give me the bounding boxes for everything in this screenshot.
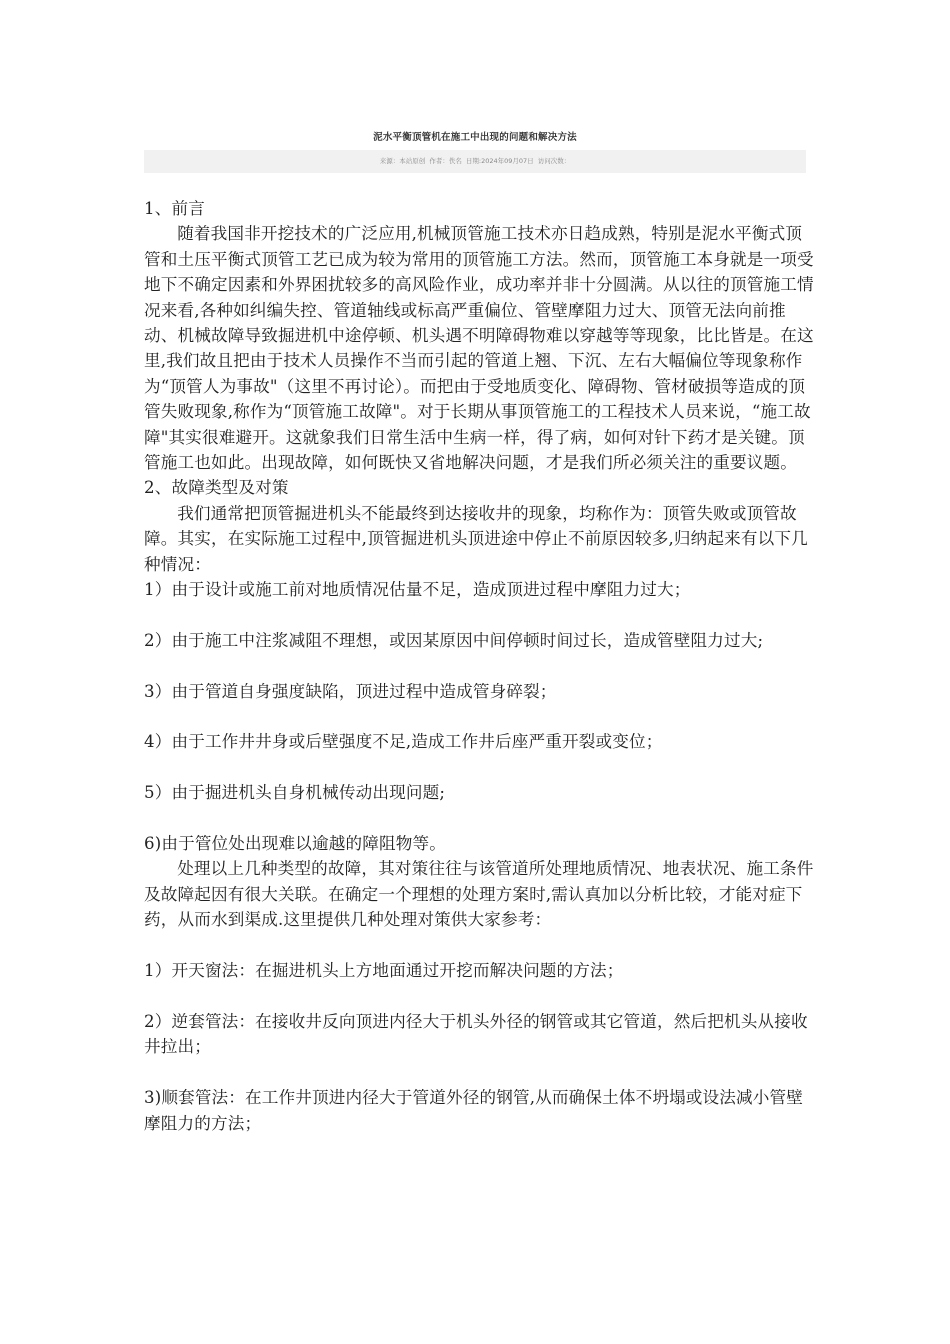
list-item-cause-5: 5）由于掘进机头自身机械传动出现问题; (144, 783, 446, 803)
list-item-cause-1: 1）由于设计或施工前对地质情况估量不足，造成顶进过程中摩阻力过大； (144, 580, 691, 600)
list-item-solution-3: 3)顺套管法：在工作井顶进内径大于管道外径的钢管,从而确保土体不坍塌或设法减小管壁摩阻力的方法； (144, 1088, 804, 1133)
article-meta-bar (144, 150, 806, 173)
list-item-cause-3: 3）由于管道自身强度缺陷，顶进过程中造成管身碎裂； (144, 681, 557, 701)
paragraph-solutions-intro: 处理以上几种类型的故障，其对策往往与该管道所处理地质情况、地表状况、施工条件及故障起因有很大关联。在确定一个理想的处理方案时,需认真加以分析比较，才能对症下药，从而水到渠成.这里提供几种处理对策供大家参考： (144, 859, 814, 930)
list-item-cause-4: 4）由于工作井井身或后壁强度不足,造成工作井后座严重开裂或变位； (144, 732, 663, 752)
list-item-cause-2: 2）由于施工中注浆减阻不理想，或因某原因中间停顿时间过长，造成管壁阻力过大; (144, 630, 764, 650)
meta-source: 来源：本站原创 (379, 157, 426, 165)
article-title: 泥水平衡顶管机在施工中出现的问题和解决方法 (373, 132, 577, 143)
list-item-cause-6: 6)由于管位处出现难以逾越的障阻物等。 (144, 834, 446, 854)
article-body (144, 196, 814, 1136)
meta-visits: 访问次数： (537, 157, 571, 165)
list-item-solution-1: 1）开天窗法：在掘进机头上方地面通过开挖而解决问题的方法； (144, 961, 624, 981)
section-heading-fault-types: 2、故障类型及对策 (144, 478, 289, 498)
meta-date: 日期:2024年09月07日 (465, 157, 534, 165)
paragraph-fault-intro: 我们通常把顶管掘进机头不能最终到达接收井的现象，均称作为：顶管失败或顶管故障。其实，在实际施工过程中,顶管掘进机头顶进途中停止不前原因较多,归纳起来有以下几种情况： (144, 503, 808, 574)
meta-author: 作者：佚名 (429, 157, 462, 165)
section-heading-preface: 1、前言 (144, 199, 205, 218)
paragraph-preface: 随着我国非开挖技术的广泛应用,机械顶管施工技术亦日趋成熟，特别是泥水平衡式顶管和土压平衡式顶管工艺已成为较为常用的顶管施工方法。然而，顶管施工本身就是一项受地下不确定因素和外界困扰较多的高风险作业，成功率并非十分圆满。从以往的顶管施工情况来看,各种如纠编失控、管道轴线或标高严重偏位、管壁摩阻力过大、顶管无法向前推动、机械故障导致掘进机中途停顿、机头遇不明障碍物难以穿越等等现象，比比皆是。在这里,我们故且把由于技术人员操作不当而引起的管道上翘、下沉、左右大幅偏位等现象称作为“顶管人为事故"（这里不再讨论）。而把由于受地质变化、障碍物、管材破损等造成的顶管失败现象,称作为“顶管施工故障"。对于长期从事顶管施工的工程技术人员来说，“施工故障"其实很难避开。这就象我们日常生活中生病一样，得了病，如何对针下药才是关键。顶管施工也如此。出现故障，如何既快又省地解决问题，才是我们所必须关注的重要议题。 (144, 224, 814, 473)
list-item-solution-2: 2）逆套管法：在接收井反向顶进内径大于机头外径的钢管或其它管道，然后把机头从接收井拉出； (144, 1011, 808, 1057)
